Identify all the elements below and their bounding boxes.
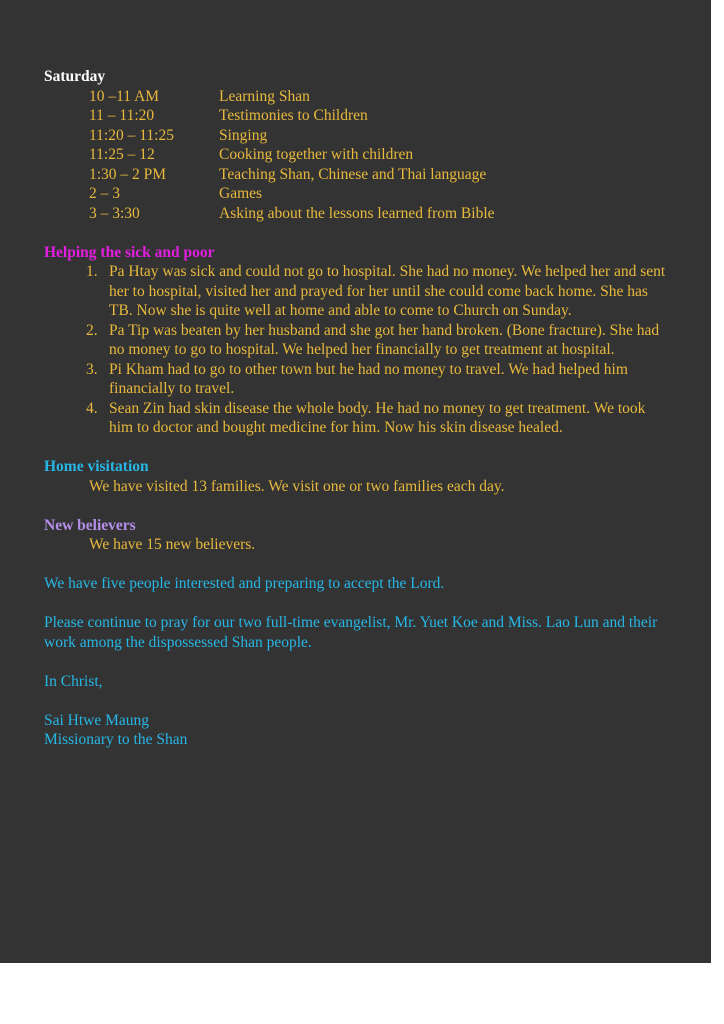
schedule-activity: Games	[219, 185, 263, 202]
signature-title: Missionary to the Shan	[44, 731, 188, 748]
home-visitation-heading: Home visitation	[44, 458, 149, 475]
helping-list	[44, 262, 672, 438]
schedule-list	[44, 87, 672, 224]
schedule-activity: Testimonies to Children	[219, 107, 368, 124]
list-item-number: 4.	[86, 399, 98, 417]
schedule-activity: Asking about the lessons learned from Bible	[219, 204, 495, 222]
schedule-row	[44, 165, 672, 185]
schedule-time: 11:25 – 12	[89, 146, 155, 163]
signature-name: Sai Htwe Maung	[44, 711, 150, 729]
schedule-time: 2 – 3	[89, 185, 120, 202]
new-believers-text: We have 15 new believers.	[89, 536, 256, 553]
prayer-request-text: Please continue to pray for our two full-time evangelist, Mr. Yuet Koe and Miss. Lao Lun and their work among the dispossessed Shan people.	[44, 614, 658, 651]
spacer	[44, 223, 672, 243]
schedule-activity: Singing	[219, 126, 268, 144]
schedule-time: 11:20 – 11:25	[89, 126, 174, 144]
schedule-activity: Learning Shan	[219, 87, 310, 105]
schedule-time: 11 – 11:20	[89, 107, 155, 124]
list-item-number: 1.	[86, 263, 98, 280]
schedule-row	[44, 184, 672, 204]
document-content	[44, 67, 672, 750]
schedule-row	[44, 145, 672, 165]
list-item	[86, 360, 672, 399]
schedule-row	[44, 106, 672, 126]
list-item-text: Pi Kham had to go to other town but he had no money to travel. We had helped him financially to travel.	[109, 360, 628, 397]
spacer	[44, 496, 672, 516]
schedule-row	[44, 87, 672, 107]
schedule-row	[44, 204, 672, 224]
saturday-heading: Saturday	[44, 68, 106, 85]
new-believers-heading: New believers	[44, 516, 136, 534]
spacer	[44, 555, 672, 575]
list-item	[86, 399, 672, 438]
spacer	[44, 594, 672, 614]
schedule-time: 10 –11 AM	[89, 87, 160, 105]
list-item	[86, 262, 672, 321]
home-visitation-text: We have visited 13 families. We visit one or two families each day.	[89, 477, 505, 495]
list-item-text: Sean Zin had skin disease the whole body. He had no money to get treatment. We took him to doctor and bought medicine for him. Now his skin disease healed.	[109, 399, 646, 436]
spacer	[44, 438, 672, 458]
schedule-time: 1:30 – 2 PM	[89, 165, 167, 183]
spacer	[44, 691, 672, 711]
salutation: In Christ,	[44, 672, 103, 690]
list-item	[86, 321, 672, 360]
list-item-number: 3.	[86, 360, 98, 378]
schedule-time: 3 – 3:30	[89, 204, 140, 222]
spacer	[44, 652, 672, 672]
schedule-activity: Cooking together with children	[219, 146, 414, 163]
list-item-text: Pa Tip was beaten by her husband and she got her hand broken. (Bone fracture). She had no money to go to hospital. We helped her financially to get treatment at hospital.	[109, 321, 660, 358]
schedule-activity: Teaching Shan, Chinese and Thai language	[219, 165, 487, 183]
list-item-text: Pa Htay was sick and could not go to hospital. She had no money. We helped her and sent her to hospital, visited her and prayed for her until she could come back home. She has TB. Now she is quite well at home and able to come to Church on Sunday.	[109, 263, 666, 319]
helping-heading: Helping the sick and poor	[44, 243, 215, 261]
schedule-row	[44, 126, 672, 146]
interested-text: We have five people interested and preparing to accept the Lord.	[44, 575, 445, 592]
list-item-number: 2.	[86, 321, 98, 339]
